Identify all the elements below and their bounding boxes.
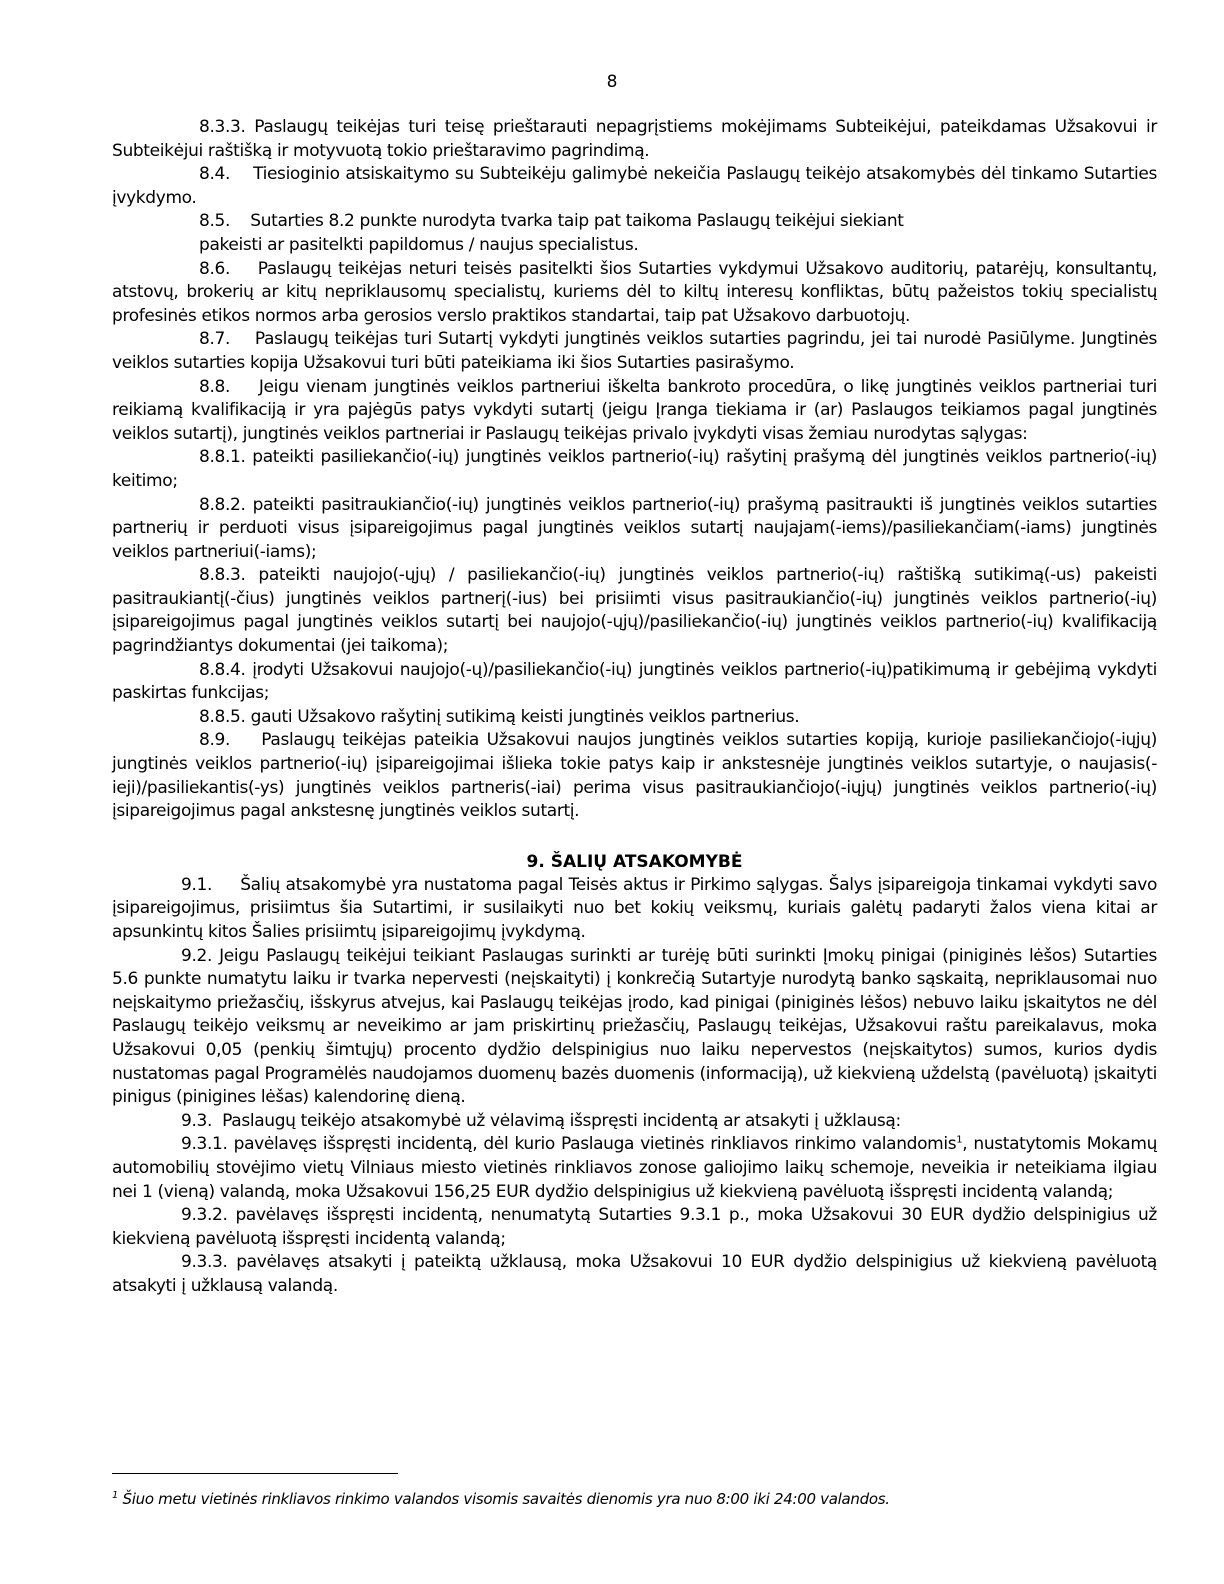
clause-8-5: 8.5. Sutarties 8.2 punkte nurodyta tvarka taip pat taikoma Paslaugų teikėjui siekiant — [199, 211, 904, 232]
clause-8-8-2: 8.8.2. pateikti pasitraukiančio(-ių) jungtinės veiklos partnerio(-ių) prašymą pasitraukti iš jungtinės veiklos sutarties partnerių ir perduoti visus įsipareigojimus pagal jungtinės veiklos sutartį naujajam(-iems)/pasiliekančiam(-iams) jungtinės veiklos partneriui(-iams); — [112, 494, 1157, 562]
clause-8-5-continued: pakeisti ar pasitelkti papildomus / naujus specialistus. — [199, 234, 639, 255]
clause-8-8-4: 8.8.4. įrodyti Užsakovui naujojo(-ų)/pasiliekančio(-ių) jungtinės veiklos partnerio(-ių)patikimumą ir gebėjimą vykdyti paskirtas funkcijas; — [112, 659, 1157, 704]
clause-8-4: 8.4. Tiesioginio atsiskaitymo su Subteikėju galimybė nekeičia Paslaugų teikėjo atsakomybės dėl tinkamo Sutarties įvykdymo. — [112, 164, 1158, 208]
clause-8-8-5: 8.8.5. gauti Užsakovo rašytinį sutikimą keisti jungtinės veiklos partnerius. — [199, 706, 800, 727]
page-number: 8 — [606, 72, 618, 92]
footnote-text: Šiuo metu vietinės rinkliavos rinkimo valandos visomis savaitės dienomis yra nuo 8:00 iki 24:00 valandos. — [122, 1490, 890, 1508]
clause-9-3: 9.3. Paslaugų teikėjo atsakomybė už vėlavimą išspręsti incidentą ar atsakyti į užklausą: — [181, 1110, 901, 1131]
clause-9-1: 9.1. Šalių atsakomybė yra nustatoma pagal Teisės aktus ir Pirkimo sąlygas. Šalys įsipareigoja tinkamai vykdyti savo įsipareigojimus, prisiimtus šia Sutartimi, ir susilaikyti nuo bet kokių veiksmų, kuriais galėtų padaryti žalos viena kitai ar apsunkintų kitos Šalies prisiimtų įsipareigojimų įvykdymą. — [112, 874, 1157, 942]
clause-8-6: 8.6. Paslaugų teikėjas neturi teisės pasitelkti šios Sutarties vykdymui Užsakovo auditorių, patarėjų, konsultantų, atstovų, brokerių ar kitų nepriklausomų specialistų, kuriems dėl to kiltų interesų konfliktas, būtų pažeistos tokių specialistų profesinės etikos normos arba gerosios verslo praktikos standartai, taip pat Užsakovo darbuotojų. — [112, 258, 1158, 326]
clause-8-8: 8.8. Jeigu vienam jungtinės veiklos partneriui iškelta bankroto procedūra, o likę jungtinės veiklos partneriai turi reikiamą kvalifikaciją ir yra pajėgūs patys vykdyti sutartį (jeigu Įranga tiekiama ir (ar) Paslaugos teikiamos pagal jungtinės veiklos sutartį), jungtinės veiklos partneriai ir Paslaugų teikėjas privalo įvykdyti visas žemiau nurodytas sąlygas: — [112, 376, 1157, 444]
clause-8-7: 8.7. Paslaugų teikėjas turi Sutartį vykdyti jungtinės veiklos sutarties pagrindu, jei tai nurodė Pasiūlyme. Jungtinės veiklos sutarties kopija Užsakovui turi būti pateikiama iki šios Sutarties pasirašymo. — [112, 329, 1157, 373]
footnote — [112, 1490, 1157, 1508]
clause-9-2: 9.2. Jeigu Paslaugų teikėjui teikiant Paslaugas surinkti ar turėję būti surinkti Įmokų pinigai (piniginės lėšos) Sutarties 5.6 punkte numatytu laiku ir tvarka nepervesti (neįskaityti) į konkrečią Sutartyje nurodytą banko sąskaitą, nepriklausomai nuo neįskaitymo priežasčių, išskyrus atvejus, kai Paslaugų teikėjas įrodo, kad pinigai (piniginės lėšos) nebuvo laiku įskaitytos ne dėl Paslaugų teikėjo veiksmų ar neveikimo ar jam priskirtinų priežasčių, Paslaugų teikėjas, Užsakovui raštu pareikalavus, moka Užsakovui 0,05 (penkių šimtųjų) procento dydžio delspinigius nuo laiku nepervestos (neįskaitytos) sumos, kurios dydis nustatomas pagal Programėlės naudojamos duomenų bazės duomenis (informaciją), už kiekvieną uždelstą (pavėluotą) įskaityti pinigus (pinigines lėšas) kalendorinę dieną. — [112, 945, 1157, 1108]
clause-8-9: 8.9. Paslaugų teikėjas pateikia Užsakovui naujos jungtinės veiklos sutarties kopiją, kurioje pasiliekančiojo(-iųjų) jungtinės veiklos partnerio(-ių) įsipareigojimai išlieka tokie patys kaip ir ankstesnėje jungtinės veiklos sutartyje, o naujasis(-ieji)/pasiliekantis(-ys) jungtinės veiklos partneris(-iai) perima visus pasitraukiančiojo(-iųjų) jungtinės veiklos partnerio(-ių) įsipareigojimus pagal ankstesnę jungtinės veiklos sutartį. — [112, 730, 1157, 822]
clause-9-3-2: 9.3.2. pavėlavęs išspręsti incidentą, nenumatytą Sutarties 9.3.1 p., moka Užsakovui 30 EUR dydžio delspinigius už kiekvieną pavėluotą išspręsti incidentą valandą; — [112, 1205, 1157, 1249]
footnote-separator — [112, 1473, 398, 1474]
clause-8-8-1: 8.8.1. pateikti pasiliekančio(-ių) jungtinės veiklos partnerio(-ių) rašytinį prašymą dėl jungtinės veiklos partnerio(-ių) keitimo; — [112, 447, 1157, 491]
footnote-reference: 1 — [956, 1134, 963, 1146]
section-9-heading: 9. ŠALIŲ ATSAKOMYBĖ — [526, 851, 743, 872]
clause-9-3-3: 9.3.3. pavėlavęs atsakyti į pateiktą užklausą, moka Užsakovui 10 EUR dydžio delspinigius už kiekvieną pavėluotą atsakyti į užklausą valandą. — [112, 1252, 1157, 1296]
footnote-mark: 1 — [112, 1490, 119, 1501]
page-content — [112, 116, 1157, 1299]
clause-8-8-3: 8.8.3. pateikti naujojo(-ųjų) / pasiliekančio(-ių) jungtinės veiklos partnerio(-ių) raštišką sutikimą(-us) pakeisti pasitraukiantį(-čius) jungtinės veiklos partnerį(-ius) bei prisiimti visus pasitraukiančio(-ių) jungtinės veiklos partnerio(-ių) įsipareigojimus pagal jungtinės veiklos sutartį bei naujojo(-ųjų)/pasiliekančio(-ių) jungtinės veiklos partnerio(-ių) kvalifikaciją pagrindžiantys dokumentai (jei taikoma); — [112, 565, 1157, 657]
clause-9-3-1: 9.3.1. pavėlavęs išspręsti incidentą, dėl kurio Paslauga vietinės rinkliavos rinkimo valandomis$^1$, nustatytomis Mokamų automobilių stovėjimo vietų Vilniaus miesto vietinės rinkliavos zonose galiojimo laikų schemoje, neveikia ir neteikiama ilgiau nei 1 (vieną) valandą, moka Užsakovui 156,25 EUR dydžio delspinigius už kiekvieną pavėluotą išspręsti incidentą valandą; — [112, 1134, 1157, 1202]
clause-8-3-3: 8.3.3. Paslaugų teikėjas turi teisę prieštarauti nepagrįstiems mokėjimams Subteikėjui, pateikdamas Užsakovui ir Subteikėjui raštišką ir motyvuotą tokio prieštaravimo pagrindimą. — [112, 117, 1157, 161]
